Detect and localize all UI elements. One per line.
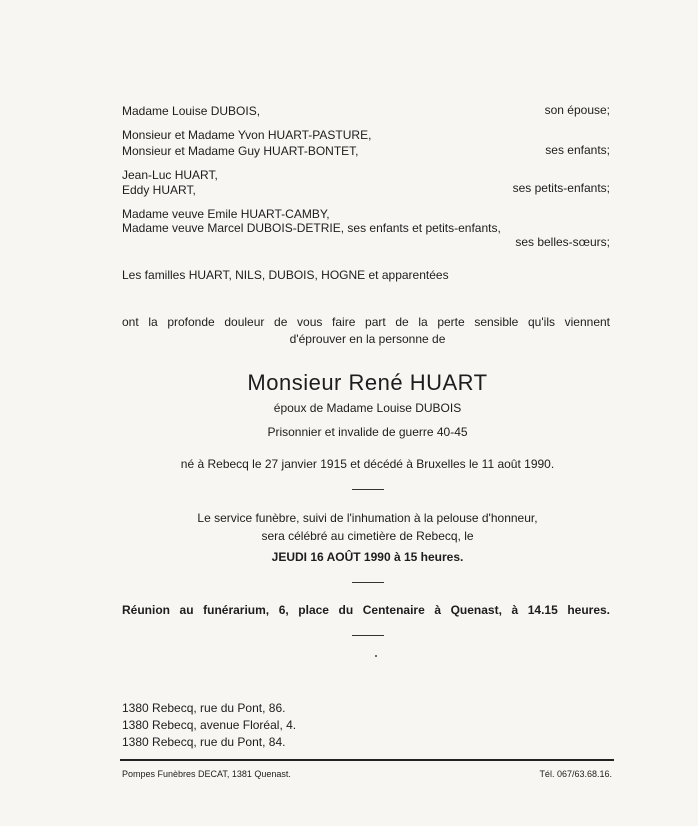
sisters-line-1: Madame veuve Emile HUART-CAMBY, [122,207,330,221]
address-2: 1380 Rebecq, avenue Floréal, 4. [122,718,297,732]
children-line-2: Monsieur et Madame Guy HUART-BONTET, [122,144,359,158]
grandchildren-line-2: Eddy HUART, [122,183,196,197]
wife-role: son épouse; [544,103,610,117]
separator [352,489,384,490]
separator [352,582,384,583]
sisters-role: ses belles-sœurs; [515,235,610,249]
service-line-1: Le service funèbre, suivi de l'inhumation à la pelouse d'honneur, [197,511,538,525]
families-line: Les familles HUART, NILS, DUBOIS, HOGNE et apparentées [122,268,449,282]
footer-company: Pompes Funèbres DECAT, 1381 Quenast. [122,769,291,779]
deceased-spouse: époux de Madame Louise DUBOIS [273,401,462,415]
announcement-line-1: ont la profonde douleur de vous faire part de la perte sensible qu'ils viennent [122,315,610,329]
announcement-line-2: d'éprouver en la personne de [289,332,446,346]
meeting-line: Réunion au funérarium, 6, place du Centenaire à Quenast, à 14.15 heures. [122,603,610,617]
dot-mark [375,655,377,657]
deceased-status: Prisonnier et invalide de guerre 40-45 [267,425,468,439]
deceased-name: Monsieur René HUART [247,370,488,395]
sisters-line-2: Madame veuve Marcel DUBOIS-DETRIE, ses enfants et petits-enfants, [122,221,501,235]
grandchildren-role: ses petits-enfants; [512,181,610,195]
service-date: JEUDI 16 AOÛT 1990 à 15 heures. [271,550,464,564]
footer-phone: Tél. 067/63.68.16. [539,769,612,779]
deceased-dates: né à Rebecq le 27 janvier 1915 et décédé à Bruxelles le 11 août 1990. [180,457,555,471]
wife-name: Madame Louise DUBOIS, [122,104,261,118]
children-role: ses enfants; [545,143,610,157]
footer-rule [120,759,614,761]
grandchildren-line-1: Jean-Luc HUART, [122,168,218,182]
service-line-2: sera célébré au cimetière de Rebecq, le [261,529,474,543]
children-line-1: Monsieur et Madame Yvon HUART-PASTURE, [122,128,372,142]
address-3: 1380 Rebecq, rue du Pont, 84. [122,735,286,749]
separator [352,635,384,636]
address-1: 1380 Rebecq, rue du Pont, 86. [122,701,286,715]
